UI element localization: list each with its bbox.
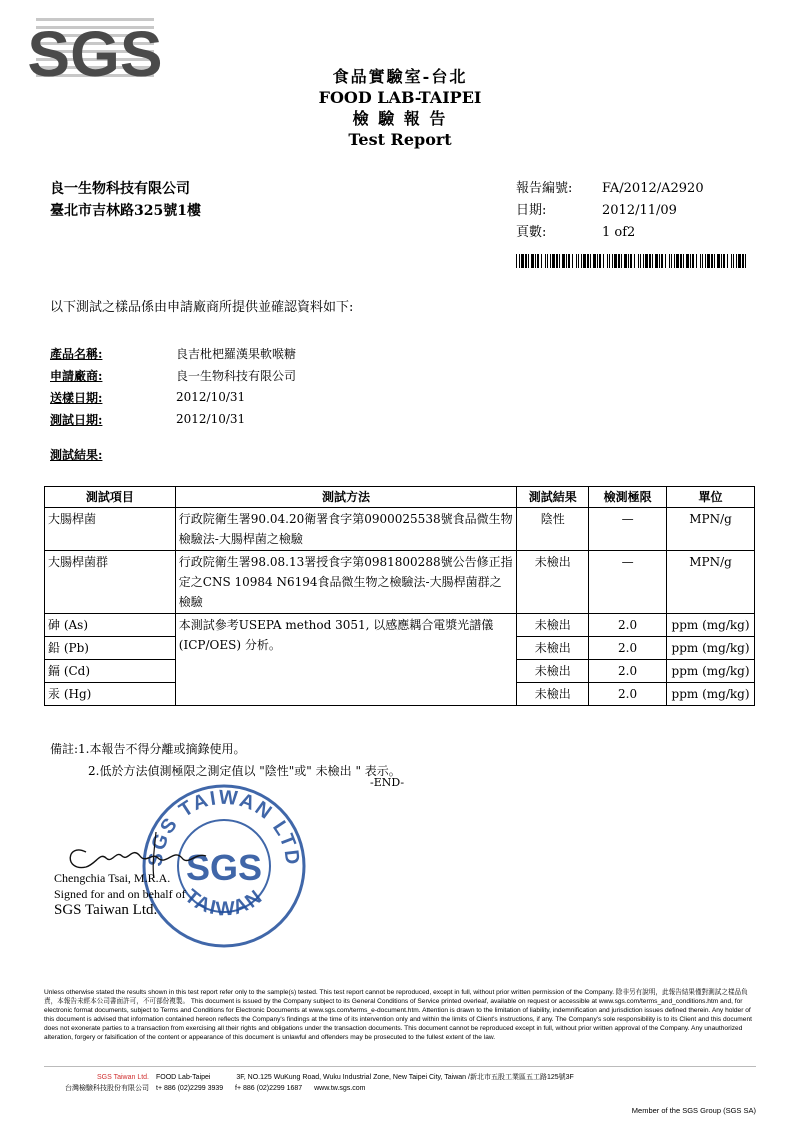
row-method: 行政院衛生署90.04.20衛署食字第0900025538號食品微生物檢驗法-大腸桿菌之檢驗 bbox=[175, 508, 516, 551]
barcode-bar bbox=[550, 254, 551, 268]
barcode-bar bbox=[736, 254, 737, 268]
table-row bbox=[45, 508, 755, 551]
received-date-row bbox=[50, 386, 296, 408]
svg-text:TAIWAN bbox=[180, 885, 267, 920]
barcode-bar bbox=[525, 254, 527, 268]
page-count-label: 頁數: bbox=[516, 225, 547, 240]
legal-disclaimer: Unless otherwise stated the results shown in this test report refer only to the sample(s) tested. This test report cannot be reproduced, except in full, without prior written permission of the Company. 除非另有說明，此報告結果僅對測試之樣品負責，本報告未經本公司書面許可，不可部份複製。 This document is issued by the Company subject to its General Conditions of Service printed overleaf, available on request or accessible at www.sgs.com/terms_and_conditions.htm and, for electronic format documents, subject to Terms and Conditions for Electronic Documents at www.sgs.com/terms_e-document.htm. Attention is drawn to the limitation of liability, indemnification and jurisdiction issues defined therein. Any holder of this document is advised that information contained hereon reflects the Company's findings at the time of its intervention only and within the limits of Client's instructions, if any. The Company's sole responsibility is to its Client and this document does not exonerate parties to a transaction from exercising all their rights and obligations under the transaction documents. This document cannot be reproduced except in full, without prior written approval of the Company. Any unauthorized alteration, forgery or falsification of the content or appearance of this document is unlawful and offenders may be prosecuted to the fullest extent of the law. bbox=[44, 989, 752, 1041]
row-result: 未檢出 bbox=[517, 614, 589, 637]
barcode-bar bbox=[599, 254, 601, 268]
intro-statement: 以下測試之樣品係由申請廠商所提供並確認資料如下: bbox=[50, 300, 354, 315]
note-1: 備註:1.本報告不得分離或摘錄使用。 bbox=[50, 742, 246, 756]
page-count-row bbox=[516, 222, 704, 244]
barcode-bar bbox=[721, 254, 722, 268]
barcode-bar bbox=[552, 254, 555, 268]
signatory-name: Chengchia Tsai, M.R.A. bbox=[54, 871, 171, 885]
barcode-bar bbox=[665, 254, 666, 268]
notes bbox=[50, 738, 401, 782]
barcode-bar bbox=[649, 254, 651, 268]
col-header-limit: 檢測極限 bbox=[589, 487, 667, 508]
barcode-bar bbox=[603, 254, 604, 268]
barcode-bar bbox=[659, 254, 660, 268]
barcode-bar bbox=[541, 254, 542, 268]
test-date-label: 測試日期: bbox=[50, 412, 103, 427]
barcode-bar bbox=[587, 254, 589, 268]
lab-name-en: FOOD LAB-TAIPEI bbox=[318, 88, 482, 107]
sgs-logo bbox=[27, 14, 163, 90]
received-date-value: 2012/10/31 bbox=[176, 390, 246, 404]
barcode-bar bbox=[607, 254, 608, 268]
row-item: 砷 (As) bbox=[45, 614, 176, 637]
barcode-bar bbox=[742, 254, 744, 268]
product-name-value: 良吉枇杷羅漢果軟喉糖 bbox=[176, 346, 297, 361]
report-date-row bbox=[516, 200, 704, 222]
barcode-bar bbox=[634, 254, 635, 268]
report-date-value: 2012/11/09 bbox=[602, 203, 677, 218]
barcode-bar bbox=[576, 254, 577, 268]
table-row bbox=[45, 614, 755, 637]
applicant-value: 良一生物科技有限公司 bbox=[176, 368, 297, 383]
row-unit: ppm (mg/kg) bbox=[667, 637, 755, 660]
barcode-bar bbox=[590, 254, 591, 268]
report-number-value: FA/2012/A2920 bbox=[602, 181, 704, 196]
row-limit: — bbox=[589, 551, 667, 614]
barcode-bar bbox=[556, 254, 558, 268]
barcode-bar bbox=[676, 254, 679, 268]
applicant-row bbox=[50, 364, 296, 386]
row-method: 本測試參考USEPA method 3051, 以感應耦合電漿光譜儀(ICP/OES) 分析。 bbox=[175, 614, 516, 706]
row-unit: ppm (mg/kg) bbox=[667, 660, 755, 683]
barcode-bar bbox=[531, 254, 534, 268]
barcode-bar bbox=[638, 254, 639, 268]
row-item: 大腸桿菌群 bbox=[45, 551, 176, 614]
test-date-row bbox=[50, 408, 296, 430]
row-result: 未檢出 bbox=[517, 637, 589, 660]
footer-lab: FOOD Lab-Taipei bbox=[156, 1074, 211, 1081]
client-address: 臺北市吉林路325號1樓 bbox=[50, 203, 201, 219]
barcode-bar bbox=[690, 254, 691, 268]
stamp-bottom-text: TAIWAN bbox=[180, 885, 268, 921]
page-count-value: 1 of2 bbox=[602, 225, 636, 240]
report-date-label: 日期: bbox=[516, 203, 547, 218]
row-unit: ppm (mg/kg) bbox=[667, 614, 755, 637]
barcode-bar bbox=[643, 254, 644, 268]
barcode-bar bbox=[700, 254, 701, 268]
barcode-bar bbox=[537, 254, 539, 268]
row-result: 未檢出 bbox=[517, 683, 589, 706]
barcode-bar bbox=[568, 254, 570, 268]
product-name-row bbox=[50, 342, 296, 364]
barcode-bar bbox=[692, 254, 694, 268]
barcode-bar bbox=[683, 254, 684, 268]
barcode-bar bbox=[593, 254, 596, 268]
barcode bbox=[516, 254, 750, 268]
col-header-item: 測試項目 bbox=[45, 487, 176, 508]
barcode-bar bbox=[519, 254, 520, 268]
row-limit: — bbox=[589, 508, 667, 551]
barcode-bar bbox=[702, 254, 703, 268]
barcode-bar bbox=[597, 254, 598, 268]
barcode-bar bbox=[671, 254, 672, 268]
col-header-method: 測試方法 bbox=[175, 487, 516, 508]
row-limit: 2.0 bbox=[589, 660, 667, 683]
report-number-label: 報告編號: bbox=[516, 181, 573, 196]
row-method: 行政院衛生署98.08.13署授食字第0981800288號公告修正指定之CNS 10984 N6194食品微生物之檢驗法-大腸桿菌群之檢驗 bbox=[175, 551, 516, 614]
row-result: 未檢出 bbox=[517, 551, 589, 614]
signatory-company: SGS Taiwan Ltd. bbox=[54, 902, 158, 918]
applicant-label: 申請廠商: bbox=[50, 368, 103, 383]
barcode-bar bbox=[618, 254, 620, 268]
barcode-bar bbox=[745, 254, 746, 268]
barcode-bar bbox=[680, 254, 682, 268]
lab-name-cn: 食品實驗室-台北 bbox=[332, 67, 468, 86]
barcode-bar bbox=[581, 254, 582, 268]
footer-company bbox=[44, 1072, 149, 1094]
barcode-bar bbox=[655, 254, 658, 268]
table-row bbox=[45, 551, 755, 614]
barcode-bar bbox=[583, 254, 586, 268]
barcode-bar bbox=[566, 254, 567, 268]
barcode-bar bbox=[559, 254, 560, 268]
barcode-bar bbox=[516, 254, 517, 268]
results-table bbox=[44, 486, 755, 706]
barcode-bar bbox=[674, 254, 675, 268]
barcode-bar bbox=[528, 254, 529, 268]
end-mark: -END- bbox=[370, 776, 405, 789]
barcode-bar bbox=[621, 254, 622, 268]
barcode-bar bbox=[624, 254, 627, 268]
barcode-bar bbox=[714, 254, 715, 268]
footer-fax: f+ 886 (02)2299 1687 bbox=[235, 1085, 303, 1092]
row-item: 大腸桿菌 bbox=[45, 508, 176, 551]
barcode-bar bbox=[645, 254, 648, 268]
barcode-bar bbox=[572, 254, 573, 268]
barcode-bar bbox=[609, 254, 610, 268]
row-item: 鎘 (Cd) bbox=[45, 660, 176, 683]
barcode-bar bbox=[628, 254, 629, 268]
barcode-bar bbox=[731, 254, 732, 268]
barcode-bar bbox=[707, 254, 710, 268]
barcode-bar bbox=[630, 254, 632, 268]
row-item: 鉛 (Pb) bbox=[45, 637, 176, 660]
footer-phone: t+ 886 (02)2299 3939 bbox=[156, 1085, 224, 1092]
barcode-bar bbox=[669, 254, 670, 268]
row-result: 未檢出 bbox=[517, 660, 589, 683]
stamp-ring-text: SGS TAIWAN LTD bbox=[144, 786, 304, 868]
report-meta bbox=[516, 178, 704, 244]
client-name: 良一生物科技有限公司 bbox=[50, 181, 190, 197]
barcode-bar bbox=[705, 254, 706, 268]
barcode-bar bbox=[545, 254, 546, 268]
row-unit: MPN/g bbox=[667, 508, 755, 551]
report-title bbox=[250, 66, 550, 150]
barcode-bar bbox=[521, 254, 524, 268]
footer-divider bbox=[44, 1066, 756, 1067]
sgs-member-note: Member of the SGS Group (SGS SA) bbox=[631, 1106, 756, 1115]
barcode-bar bbox=[578, 254, 579, 268]
table-header-row bbox=[45, 487, 755, 508]
footer-company-en: SGS Taiwan Ltd. bbox=[96, 1074, 149, 1081]
report-title-cn: 檢 驗 報 告 bbox=[352, 109, 448, 128]
row-item: 汞 (Hg) bbox=[45, 683, 176, 706]
barcode-bar bbox=[614, 254, 617, 268]
client-block bbox=[50, 178, 201, 222]
barcode-bar bbox=[640, 254, 641, 268]
logo-text: SGS bbox=[27, 18, 163, 90]
sample-info bbox=[50, 342, 296, 430]
barcode-bar bbox=[686, 254, 689, 268]
barcode-bar bbox=[535, 254, 536, 268]
footer-address: 3F, NO.125 WuKung Road, Wuku Industrial Zone, New Taipei City, Taiwan /新北市五股工業區五工路125號3F bbox=[236, 1074, 574, 1081]
barcode-bar bbox=[696, 254, 697, 268]
stamp-center-text: SGS bbox=[185, 847, 263, 888]
signed-on-behalf: Signed for and on behalf of bbox=[54, 887, 186, 901]
test-date-value: 2012/10/31 bbox=[176, 412, 246, 426]
report-title-en: Test Report bbox=[348, 130, 452, 149]
footer-company-cn: 台灣檢驗科技股份有限公司 bbox=[65, 1085, 149, 1092]
report-number-row bbox=[516, 178, 704, 200]
barcode-bar bbox=[738, 254, 741, 268]
barcode-bar bbox=[733, 254, 734, 268]
barcode-bar bbox=[547, 254, 548, 268]
row-unit: MPN/g bbox=[667, 551, 755, 614]
barcode-bar bbox=[661, 254, 663, 268]
barcode-bar bbox=[612, 254, 613, 268]
results-heading: 測試結果: bbox=[50, 448, 103, 462]
row-limit: 2.0 bbox=[589, 637, 667, 660]
row-result: 陰性 bbox=[517, 508, 589, 551]
barcode-bar bbox=[723, 254, 725, 268]
barcode-bar bbox=[562, 254, 565, 268]
footer-address-block bbox=[156, 1072, 574, 1094]
barcode-bar bbox=[717, 254, 720, 268]
received-date-label: 送樣日期: bbox=[50, 390, 103, 405]
row-limit: 2.0 bbox=[589, 683, 667, 706]
row-unit: ppm (mg/kg) bbox=[667, 683, 755, 706]
row-limit: 2.0 bbox=[589, 614, 667, 637]
col-header-result: 測試結果 bbox=[517, 487, 589, 508]
barcode-bar bbox=[727, 254, 728, 268]
footer-website: www.tw.sgs.com bbox=[314, 1085, 366, 1092]
barcode-bar bbox=[711, 254, 713, 268]
product-name-label: 產品名稱: bbox=[50, 346, 103, 361]
signatory-block bbox=[54, 870, 186, 918]
barcode-bar bbox=[652, 254, 653, 268]
col-header-unit: 單位 bbox=[667, 487, 755, 508]
note-2: 2.低於方法偵測極限之測定值以 "陰性"或" 未檢出 " 表示。 bbox=[88, 764, 401, 778]
